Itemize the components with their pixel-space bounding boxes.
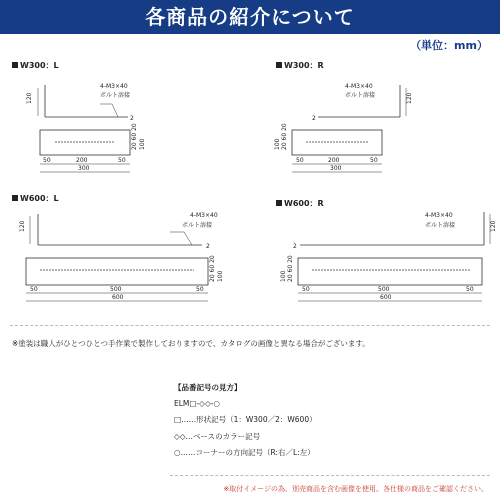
legend-title: 【品番記号の見方】 xyxy=(174,383,242,392)
w300l-side: 20 60 20 xyxy=(131,123,138,150)
w600r-dim1: 50 xyxy=(302,286,310,293)
w600r-side: 20 60 20 xyxy=(287,255,294,282)
code-legend xyxy=(174,384,317,466)
w600r-dim3: 50 xyxy=(466,286,474,293)
w600l-callout2: ボルト溶接 xyxy=(182,222,213,229)
w300l-dim1: 50 xyxy=(43,157,51,164)
divider-bottom xyxy=(170,475,490,476)
w300l-total: 300 xyxy=(78,165,90,172)
legend-line3: ○……コーナーの方向記号（R:右／L:左） xyxy=(174,448,315,457)
w300r-mark: 2 xyxy=(312,115,316,122)
w300r-callout: 4-M3×40 xyxy=(345,83,373,90)
w600r-total: 600 xyxy=(380,294,392,301)
w600l-callout: 4-M3×40 xyxy=(190,212,218,219)
legend-line2: ◇◇…ベースのカラー記号 xyxy=(174,431,261,441)
w600r-dim2: 500 xyxy=(378,286,390,293)
w300r-callout2: ボルト溶接 xyxy=(345,92,376,99)
w300l-callout2: ボルト溶接 xyxy=(100,92,131,99)
w600l-mark: 2 xyxy=(206,243,210,250)
w300r-side-total: 100 xyxy=(274,138,281,150)
item-label-w600r: W600：R xyxy=(276,198,324,209)
unit-label: （単位：mm） xyxy=(410,39,488,52)
w300r-dim3: 50 xyxy=(370,157,378,164)
w600l-side: 20 60 20 xyxy=(209,255,216,282)
w300r-total: 300 xyxy=(330,165,342,172)
w600l-side-total: 100 xyxy=(217,270,224,282)
w600l-total: 600 xyxy=(112,294,124,301)
item-label-w300l: W300：L xyxy=(12,60,59,71)
w600l-dim3: 50 xyxy=(196,286,204,293)
w300l-callout: 4-M3×40 xyxy=(100,83,128,90)
page-title: 各商品の紹介について xyxy=(0,0,500,34)
w300l-side-total: 100 xyxy=(139,138,146,150)
w600l-dim2: 500 xyxy=(110,286,122,293)
w300r-height: 120 xyxy=(406,92,413,104)
legend-code: ELM□-◇◇-○ xyxy=(174,398,220,408)
w300r-side: 20 60 20 xyxy=(281,123,288,150)
w600l-height: 120 xyxy=(19,220,26,232)
footer-note: ※取付イメージの為、別売商品を含む画像を使用。各仕様の商品をご確認ください。 xyxy=(223,485,488,493)
w300l-height: 120 xyxy=(26,92,33,104)
w600r-side-total: 100 xyxy=(280,270,287,282)
w300l-mark: 2 xyxy=(130,115,134,122)
paint-note: ※塗装は職人がひとつひとつ手作業で製作しておりますので、カタログの画像と異なる場合がございます。 xyxy=(12,339,370,348)
legend-line1: □……形状記号（1：W300／2：W600） xyxy=(174,415,317,424)
w300l-dim2: 200 xyxy=(76,157,88,164)
w600r-height: 120 xyxy=(490,220,497,232)
w600r-callout2: ボルト溶接 xyxy=(425,222,456,229)
item-label-w300r: W300：R xyxy=(276,60,324,71)
item-label-w600l: W600：L xyxy=(12,193,59,204)
w300r-dim1: 50 xyxy=(296,157,304,164)
w600r-mark: 2 xyxy=(293,243,297,250)
w600l-dim1: 50 xyxy=(30,286,38,293)
w300l-dim3: 50 xyxy=(118,157,126,164)
w600r-callout: 4-M3×40 xyxy=(425,212,453,219)
divider xyxy=(10,325,490,326)
w300r-dim2: 200 xyxy=(328,157,340,164)
